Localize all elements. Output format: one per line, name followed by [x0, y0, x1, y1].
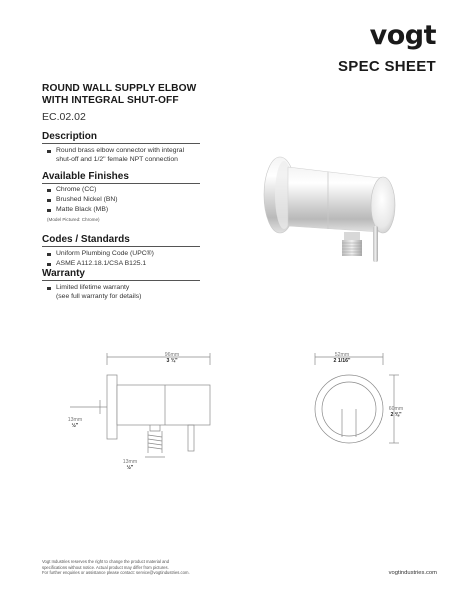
finishes-heading: Available Finishes — [42, 171, 200, 184]
dim-outlet: 13mm ½" — [122, 459, 138, 471]
body-shape — [288, 167, 380, 232]
description-item: Round brass elbow connector with integral shut-off and 1/2" female NPT connection — [47, 147, 247, 164]
codes-heading: Codes / Standards — [42, 234, 200, 247]
finish-item-chrome: Chrome (CC) — [47, 186, 247, 195]
product-image — [240, 150, 440, 275]
dim-side-height: 13mm ½" — [67, 417, 83, 429]
code-item-asme: ASME A112.18.1/CSA B125.1 — [47, 260, 247, 269]
website-link[interactable]: vogtindustries.com — [388, 570, 437, 576]
finish-item-matte-black: Matte Black (MB) — [47, 206, 247, 215]
product-title-line1: ROUND WALL SUPPLY ELBOW — [42, 83, 197, 94]
bullet-icon — [47, 263, 51, 267]
bullet-icon — [47, 253, 51, 257]
warranty-item: Limited lifetime warranty (see full warranty for details) — [47, 284, 247, 301]
warranty-heading: Warranty — [42, 268, 200, 281]
bullet-icon — [47, 150, 51, 154]
dim-side-width: 96mm 3 ¾" — [164, 352, 180, 364]
brand-logo: vogt — [369, 20, 436, 51]
dim-front-height: 60mm 2 ⅜" — [388, 406, 404, 418]
bullet-icon — [47, 199, 51, 203]
product-title — [42, 83, 262, 107]
handle-cap-shape — [371, 177, 395, 233]
bullet-icon — [47, 287, 51, 291]
dim-front-width: 52mm 2 1/16" — [333, 352, 351, 364]
side-elevation-drawing — [60, 345, 240, 475]
doc-type-title: SPEC SHEET — [337, 58, 436, 75]
product-title-line2: WITH INTEGRAL SHUT-OFF — [42, 95, 179, 106]
footer-disclaimer: Vogt Industries reserves the right to change the product material and specifications without notice. Actual product may differ from pictures. For further enquiries or assistance please contact: service@vogtindustries.com. — [42, 559, 190, 576]
finish-item-brushed-nickel: Brushed Nickel (BN) — [47, 196, 247, 205]
description-heading: Description — [42, 131, 200, 144]
thread-outlet-shape — [342, 240, 362, 256]
code-item-upc: Uniform Plumbing Code (UPC®) — [47, 250, 247, 259]
finish-note: (Model Pictured: Chrome) — [47, 217, 100, 222]
model-number: EC.02.02 — [42, 111, 86, 123]
lever-shape — [373, 226, 378, 262]
bullet-icon — [47, 209, 51, 213]
bullet-icon — [47, 189, 51, 193]
